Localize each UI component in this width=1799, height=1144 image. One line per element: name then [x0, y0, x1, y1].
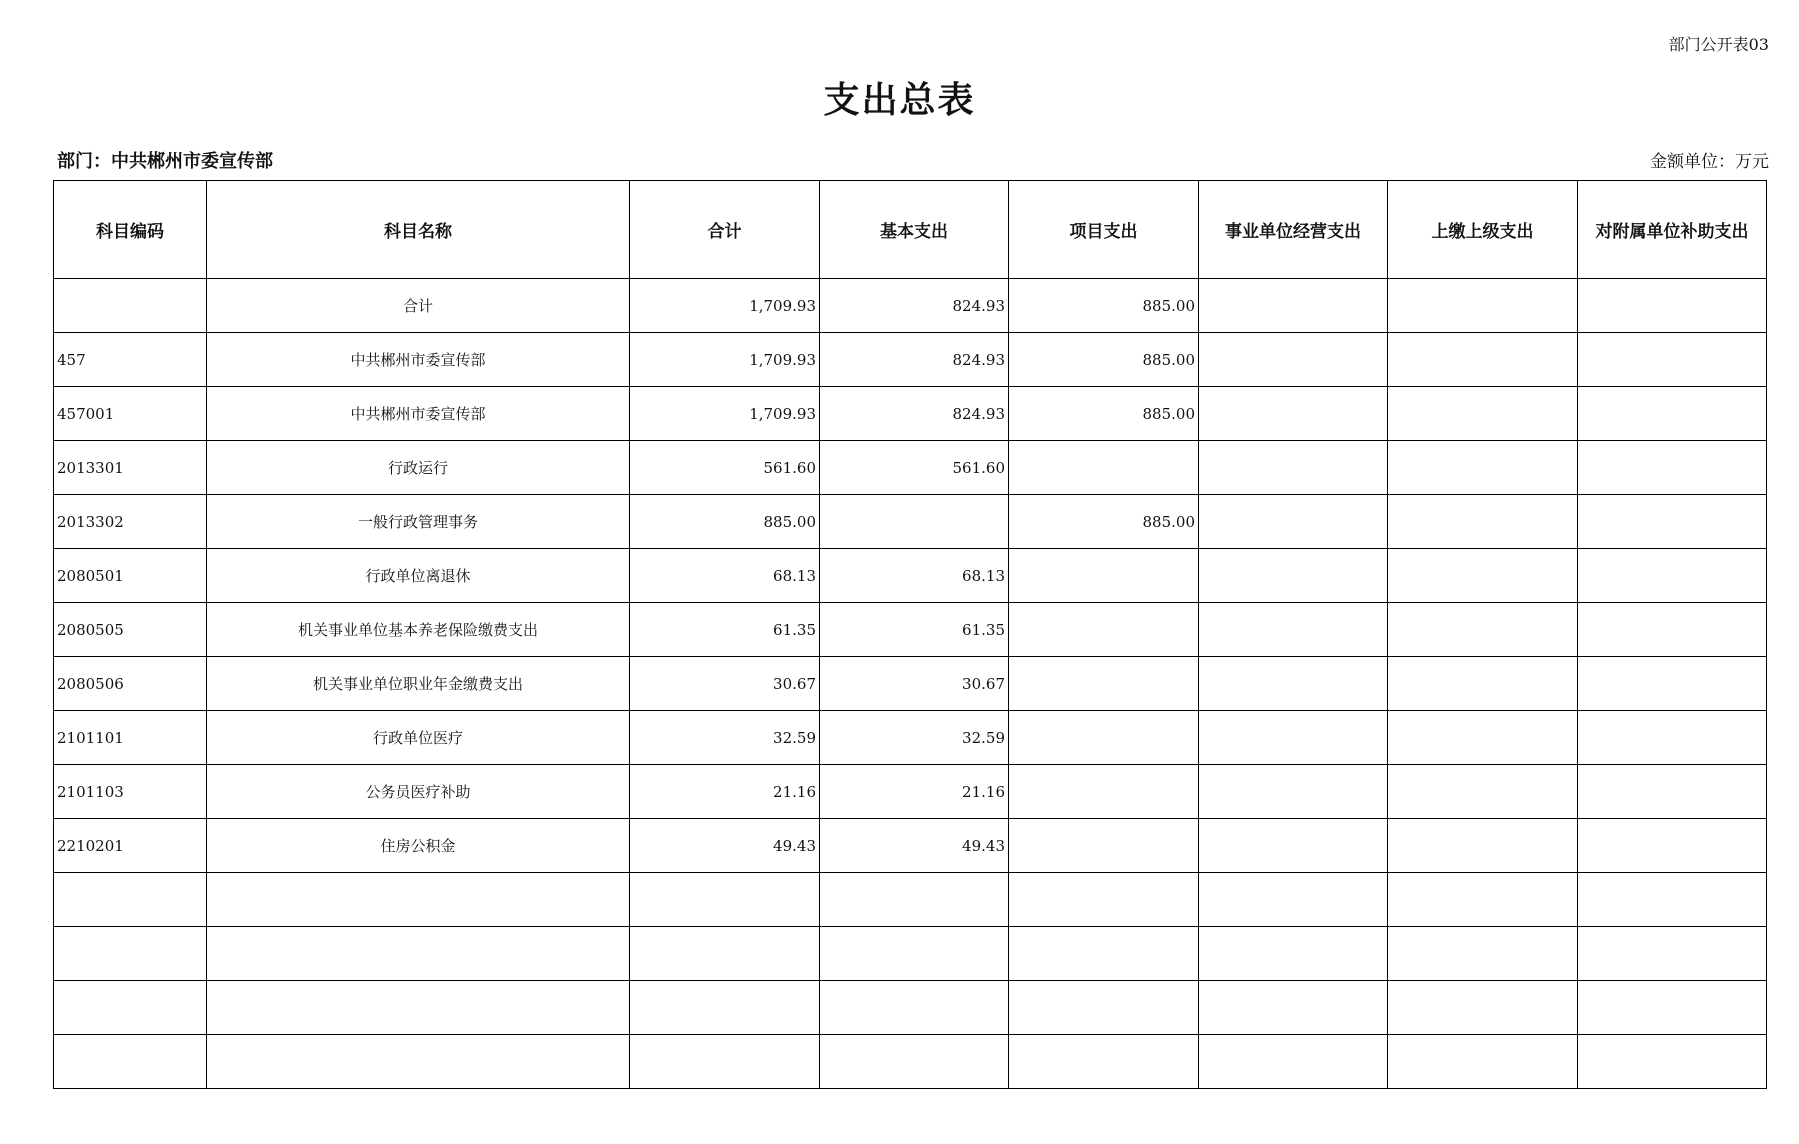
- basic-expenditure-cell: [820, 495, 1009, 549]
- header-basic-expenditure: 基本支出: [820, 181, 1009, 279]
- project-expenditure-cell: [1009, 927, 1199, 981]
- subject-code-cell: 2080505: [54, 603, 207, 657]
- subject-code-cell: 2101101: [54, 711, 207, 765]
- subject-code-cell: [54, 873, 207, 927]
- subject-name-cell: [207, 927, 630, 981]
- header-operating-expenditure: 事业单位经营支出: [1199, 181, 1388, 279]
- subject-code-cell: [54, 981, 207, 1035]
- basic-expenditure-cell: [820, 1035, 1009, 1089]
- operating-expenditure-cell: [1199, 927, 1388, 981]
- subject-name-cell: 机关事业单位职业年金缴费支出: [207, 657, 630, 711]
- upper-level-expenditure-cell: [1388, 387, 1578, 441]
- table-row: [54, 279, 1767, 333]
- upper-level-expenditure-cell: [1388, 927, 1578, 981]
- total-cell: 885.00: [630, 495, 820, 549]
- table-row: [54, 1035, 1767, 1089]
- upper-level-expenditure-cell: [1388, 549, 1578, 603]
- table-row: [54, 927, 1767, 981]
- subsidy-expenditure-cell: [1578, 279, 1767, 333]
- project-expenditure-cell: [1009, 1035, 1199, 1089]
- upper-level-expenditure-cell: [1388, 657, 1578, 711]
- subject-code-cell: 2210201: [54, 819, 207, 873]
- upper-level-expenditure-cell: [1388, 711, 1578, 765]
- amount-unit-label: 金额单位：万元: [1650, 152, 1769, 172]
- project-expenditure-cell: [1009, 981, 1199, 1035]
- operating-expenditure-cell: [1199, 603, 1388, 657]
- operating-expenditure-cell: [1199, 981, 1388, 1035]
- basic-expenditure-cell: [820, 873, 1009, 927]
- basic-expenditure-cell: 30.67: [820, 657, 1009, 711]
- basic-expenditure-cell: 824.93: [820, 279, 1009, 333]
- table-row: [54, 603, 1767, 657]
- table-row: [54, 333, 1767, 387]
- project-expenditure-cell: 885.00: [1009, 387, 1199, 441]
- operating-expenditure-cell: [1199, 765, 1388, 819]
- subsidy-expenditure-cell: [1578, 1035, 1767, 1089]
- header-project-expenditure: 项目支出: [1009, 181, 1199, 279]
- total-cell: [630, 981, 820, 1035]
- subject-code-cell: 2080506: [54, 657, 207, 711]
- total-cell: 1,709.93: [630, 333, 820, 387]
- header-subject-code: 科目编码: [54, 181, 207, 279]
- total-cell: 49.43: [630, 819, 820, 873]
- upper-level-expenditure-cell: [1388, 981, 1578, 1035]
- upper-level-expenditure-cell: [1388, 765, 1578, 819]
- operating-expenditure-cell: [1199, 333, 1388, 387]
- upper-level-expenditure-cell: [1388, 1035, 1578, 1089]
- expenditure-summary-table: [53, 180, 1767, 1089]
- page-title: 支出总表: [823, 79, 976, 121]
- project-expenditure-cell: [1009, 603, 1199, 657]
- table-row: [54, 387, 1767, 441]
- upper-level-expenditure-cell: [1388, 333, 1578, 387]
- subject-code-cell: 457: [54, 333, 207, 387]
- subject-name-cell: 公务员医疗补助: [207, 765, 630, 819]
- subsidy-expenditure-cell: [1578, 387, 1767, 441]
- table-row: [54, 495, 1767, 549]
- subsidy-expenditure-cell: [1578, 333, 1767, 387]
- project-expenditure-cell: [1009, 549, 1199, 603]
- total-cell: 32.59: [630, 711, 820, 765]
- subject-name-cell: 行政单位医疗: [207, 711, 630, 765]
- project-expenditure-cell: [1009, 819, 1199, 873]
- subject-name-cell: 合计: [207, 279, 630, 333]
- subsidy-expenditure-cell: [1578, 549, 1767, 603]
- department-label: 部门：中共郴州市委宣传部: [57, 151, 273, 172]
- operating-expenditure-cell: [1199, 873, 1388, 927]
- total-cell: 1,709.93: [630, 387, 820, 441]
- basic-expenditure-cell: 824.93: [820, 387, 1009, 441]
- subject-code-cell: [54, 1035, 207, 1089]
- project-expenditure-cell: [1009, 873, 1199, 927]
- table-header-row: [54, 181, 1767, 279]
- total-cell: [630, 873, 820, 927]
- subject-name-cell: 住房公积金: [207, 819, 630, 873]
- subsidy-expenditure-cell: [1578, 981, 1767, 1035]
- subsidy-expenditure-cell: [1578, 711, 1767, 765]
- subject-code-cell: 2080501: [54, 549, 207, 603]
- subsidy-expenditure-cell: [1578, 873, 1767, 927]
- table-row: [54, 441, 1767, 495]
- total-cell: [630, 1035, 820, 1089]
- subsidy-expenditure-cell: [1578, 603, 1767, 657]
- project-expenditure-cell: 885.00: [1009, 333, 1199, 387]
- subject-code-cell: 2013301: [54, 441, 207, 495]
- subsidy-expenditure-cell: [1578, 765, 1767, 819]
- subsidy-expenditure-cell: [1578, 819, 1767, 873]
- project-expenditure-cell: [1009, 657, 1199, 711]
- total-cell: [630, 927, 820, 981]
- operating-expenditure-cell: [1199, 495, 1388, 549]
- operating-expenditure-cell: [1199, 819, 1388, 873]
- total-cell: 61.35: [630, 603, 820, 657]
- operating-expenditure-cell: [1199, 657, 1388, 711]
- project-expenditure-cell: [1009, 765, 1199, 819]
- operating-expenditure-cell: [1199, 279, 1388, 333]
- table-row: [54, 765, 1767, 819]
- upper-level-expenditure-cell: [1388, 819, 1578, 873]
- subject-name-cell: 中共郴州市委宣传部: [207, 387, 630, 441]
- subject-name-cell: 中共郴州市委宣传部: [207, 333, 630, 387]
- table-row: [54, 819, 1767, 873]
- total-cell: 21.16: [630, 765, 820, 819]
- project-expenditure-cell: 885.00: [1009, 279, 1199, 333]
- subject-name-cell: 一般行政管理事务: [207, 495, 630, 549]
- subject-name-cell: 行政运行: [207, 441, 630, 495]
- project-expenditure-cell: [1009, 441, 1199, 495]
- subject-name-cell: [207, 981, 630, 1035]
- header-subsidy-expenditure: 对附属单位补助支出: [1578, 181, 1767, 279]
- subject-code-cell: 2013302: [54, 495, 207, 549]
- upper-level-expenditure-cell: [1388, 495, 1578, 549]
- upper-level-expenditure-cell: [1388, 279, 1578, 333]
- upper-level-expenditure-cell: [1388, 873, 1578, 927]
- table-row: [54, 711, 1767, 765]
- subject-name-cell: 机关事业单位基本养老保险缴费支出: [207, 603, 630, 657]
- total-cell: 68.13: [630, 549, 820, 603]
- subsidy-expenditure-cell: [1578, 441, 1767, 495]
- upper-level-expenditure-cell: [1388, 603, 1578, 657]
- operating-expenditure-cell: [1199, 441, 1388, 495]
- table-row: [54, 549, 1767, 603]
- operating-expenditure-cell: [1199, 711, 1388, 765]
- basic-expenditure-cell: 49.43: [820, 819, 1009, 873]
- header-total: 合计: [630, 181, 820, 279]
- operating-expenditure-cell: [1199, 549, 1388, 603]
- header-upper-level-expenditure: 上缴上级支出: [1388, 181, 1578, 279]
- subject-name-cell: [207, 873, 630, 927]
- basic-expenditure-cell: 32.59: [820, 711, 1009, 765]
- project-expenditure-cell: 885.00: [1009, 495, 1199, 549]
- header-subject-name: 科目名称: [207, 181, 630, 279]
- subsidy-expenditure-cell: [1578, 657, 1767, 711]
- total-cell: 30.67: [630, 657, 820, 711]
- subsidy-expenditure-cell: [1578, 927, 1767, 981]
- subsidy-expenditure-cell: [1578, 495, 1767, 549]
- table-row: [54, 873, 1767, 927]
- subject-code-cell: 457001: [54, 387, 207, 441]
- upper-level-expenditure-cell: [1388, 441, 1578, 495]
- operating-expenditure-cell: [1199, 1035, 1388, 1089]
- basic-expenditure-cell: [820, 981, 1009, 1035]
- basic-expenditure-cell: 68.13: [820, 549, 1009, 603]
- table-row: [54, 981, 1767, 1035]
- basic-expenditure-cell: 561.60: [820, 441, 1009, 495]
- total-cell: 1,709.93: [630, 279, 820, 333]
- subject-code-cell: [54, 927, 207, 981]
- operating-expenditure-cell: [1199, 387, 1388, 441]
- basic-expenditure-cell: 21.16: [820, 765, 1009, 819]
- subject-name-cell: 行政单位离退休: [207, 549, 630, 603]
- form-code-label: 部门公开表03: [1668, 35, 1769, 54]
- project-expenditure-cell: [1009, 711, 1199, 765]
- basic-expenditure-cell: 61.35: [820, 603, 1009, 657]
- total-cell: 561.60: [630, 441, 820, 495]
- subject-code-cell: 2101103: [54, 765, 207, 819]
- basic-expenditure-cell: 824.93: [820, 333, 1009, 387]
- table-row: [54, 657, 1767, 711]
- basic-expenditure-cell: [820, 927, 1009, 981]
- subject-name-cell: [207, 1035, 630, 1089]
- subject-code-cell: [54, 279, 207, 333]
